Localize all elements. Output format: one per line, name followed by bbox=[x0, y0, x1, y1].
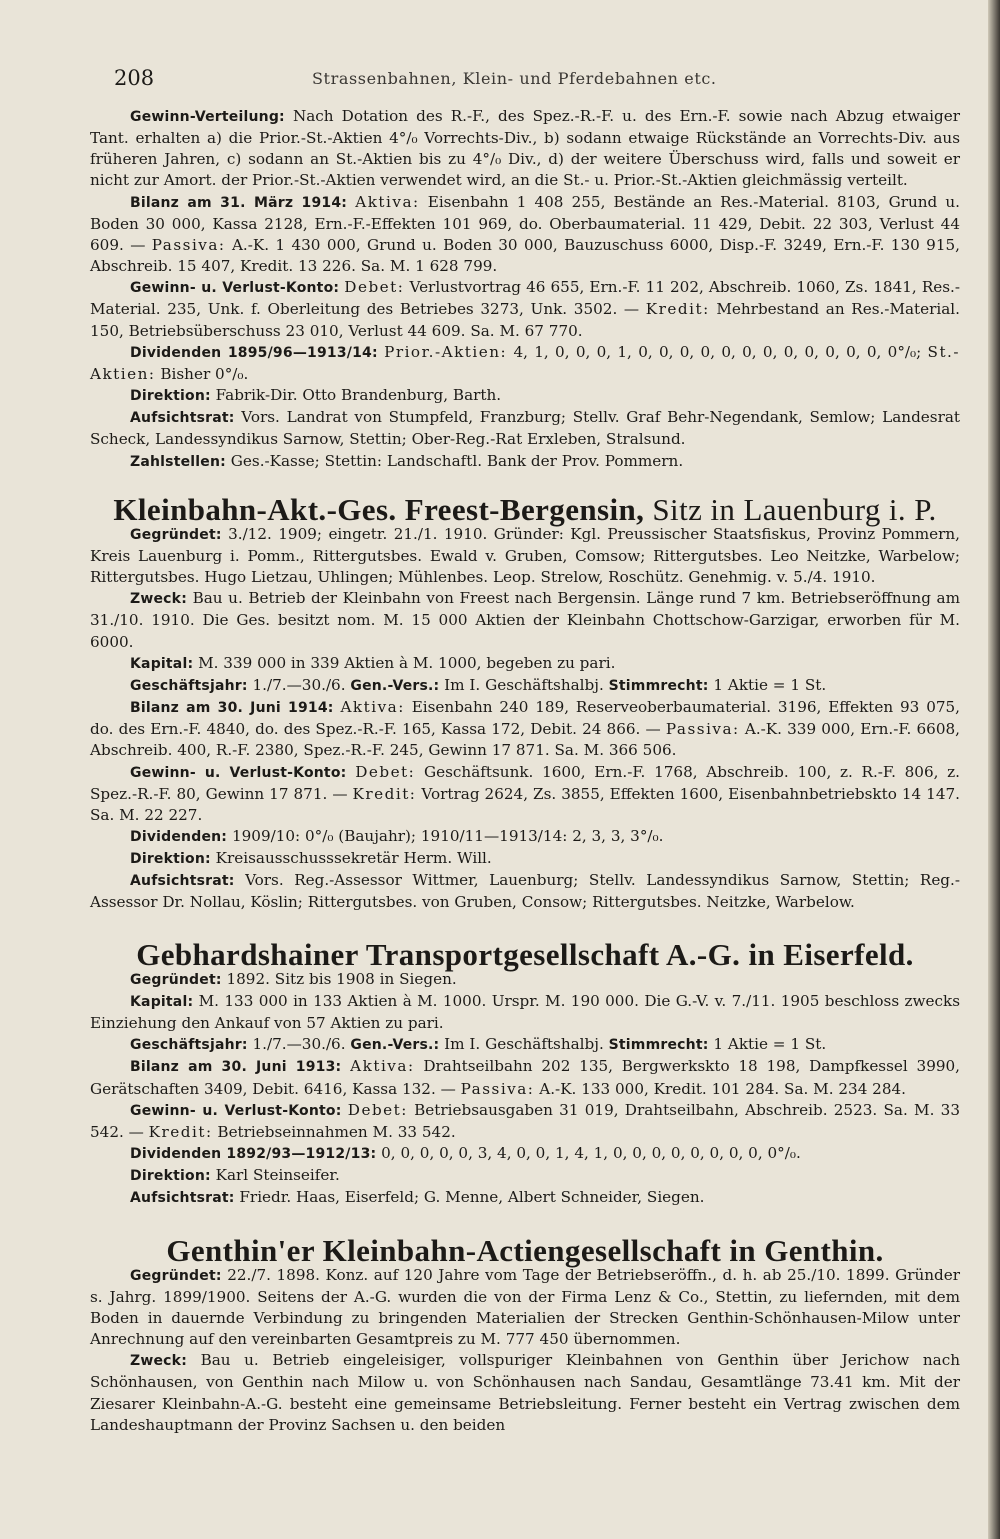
paragraph-kapital: Kapital: M. 339 000 in 339 Aktien à M. 1000, begeben zu pari. bbox=[130, 653, 616, 672]
paragraph-aufsichtsrat: Aufsichtsrat: Vors. Landrat von Stumpfeld, Franzburg; Stellv. Graf Behr-Negendank, Semlow; Landesrat Scheck, Landessyndikus Sarnow, Stettin; Ober-Reg.-Rat Erxleben, Stralsund. bbox=[90, 408, 960, 449]
document-body bbox=[90, 106, 960, 1436]
paragraph-zweck: Zweck: Bau u. Betrieb eingeleisiger, vollspuriger Kleinbahnen von Genthin über Jerichow nach Schönhausen, von Genthin nach Milow u. von Schönhausen nach Sandau, Gesamtlänge 73.41 km. Mit der Ziesarer Kleinbahn-A.-G. besteht eine gemeinsame Betriebsleitung. Ferner besteht ein Vertrag zwischen dem Landeshauptmann der Provinz Sachsen u. den beiden bbox=[90, 1351, 960, 1434]
paragraph-gegruendet: Gegründet: 1892. Sitz bis 1908 in Siegen. bbox=[130, 969, 457, 988]
paragraph-zahlstellen: Zahlstellen: Ges.-Kasse; Stettin: Landschaftl. Bank der Prov. Pommern. bbox=[130, 451, 684, 470]
paragraph-bilanz: Bilanz am 31. März 1914: Aktiva: Eisenbahn 1 408 255, Bestände an Res.-Material. 8103, Grund u. Boden 30 000, Kassa 2128, Ern.-F.-Effekten 101 969, do. Oberbaumaterial. 11 429, Debit. 22 303, Verlust 44 609. — Passiva: A.-K. 1 430 000, Grund u. Boden 30 000, Bauzuschuss 6000, Disp.-F. 3249, Ern.-F. 130 915, Abschreib. 15 407, Kredit. 13 226. Sa. M. 1 628 799. bbox=[90, 192, 961, 276]
paragraph-direktion: Direktion: Kreisausschusssekretär Herm. Will. bbox=[130, 849, 492, 868]
paragraph-direktion: Direktion: Karl Steinseifer. bbox=[130, 1166, 340, 1185]
section-title-kleinbahn-freest-bergensin: Kleinbahn-Akt.-Ges. Freest-Bergensin, Sitz in Lauenburg i. P. bbox=[113, 491, 937, 527]
paragraph-kapital: Kapital: M. 133 000 in 133 Aktien à M. 1000. Urspr. M. 190 000. Die G.-V. v. 7./11. 1905 beschloss zwecks Einziehung den Ankauf von 57 Aktien zu pari. bbox=[90, 991, 960, 1033]
paragraph-dividenden: Dividenden 1895/96—1913/14: Prior.-Aktien: 4, 1, 0, 0, 0, 1, 0, 0, 0, 0, 0, 0, 0, 0, 0, 0, 0, 0, 0°/₀; St.-Aktien: Bisher 0°/₀. bbox=[90, 342, 961, 383]
paragraph-gewinn-verteilung: Gewinn-Verteilung: Nach Dotation des R.-F., des Spez.-R.-F. u. des Ern.-F. sowie nach Abzug etwaiger Tant. erhalten a) die Prior.-St.-Aktien 4°/₀ Vorrechts-Div., b) sodann etwaige Rückstände an Vorrechts-Div. aus früheren Jahren, c) sodann an St.-Aktien bis zu 4°/₀ Div., d) der weitere Überschuss wird, falls und soweit er nicht zur Amort. der Prior.-St.-Aktien verwendet wird, an die St.- u. Prior.-St.-Aktien gleichmässig verteilt. bbox=[90, 107, 960, 190]
paragraph-dividenden: Dividenden 1892/93—1912/13: 0, 0, 0, 0, 0, 3, 4, 0, 0, 1, 4, 1, 0, 0, 0, 0, 0, 0, 0, 0, 0°/₀. bbox=[130, 1144, 801, 1163]
paragraph-gewinn-verlust-konto: Gewinn- u. Verlust-Konto: Debet: Verlustvortrag 46 655, Ern.-F. 11 202, Abschreib. 1060, Zs. 1841, Res.-Material. 235, Unk. f. Oberleitung des Betriebes 3273, Unk. 3502. — Kredit: Mehrbestand an Res.-Material. 150, Betriebsüberschuss 23 010, Verlust 44 609. Sa. M. 67 770. bbox=[90, 278, 961, 340]
paragraph-gewinn-verlust-konto: Gewinn- u. Verlust-Konto: Debet: Geschäftsunk. 1600, Ern.-F. 1768, Abschreib. 100, z. R.-F. 806, z. Spez.-R.-F. 80, Gewinn 17 871. — Kredit: Vortrag 2624, Zs. 3855, Effekten 1600, Eisenbahnbetriebskto 14 147. Sa. M. 22 227. bbox=[90, 762, 961, 824]
paragraph-zweck: Zweck: Bau u. Betrieb der Kleinbahn von Freest nach Bergensin. Länge rund 7 km. Betriebseröffnung am 31./10. 1910. Die Ges. besitzt nom. M. 15 000 Aktien der Kleinbahn Chottschow-Garzigar, erworben für M. 6000. bbox=[90, 589, 960, 651]
section-title-genthiner-kleinbahn: Genthin'er Kleinbahn-Actiengesellschaft in Genthin. bbox=[166, 1232, 884, 1268]
page-edge-shadow bbox=[988, 0, 1000, 1539]
paragraph-bilanz: Bilanz am 30. Juni 1914: Aktiva: Eisenbahn 240 189, Reserveoberbaumaterial. 3196, Effekten 93 075, do. des Ern.-F. 4840, do. des Spez.-R.-F. 165, Kassa 172, Debit. 24 866. — Passiva: A.-K. 339 000, Ern.-F. 6608, Abschreib. 400, R.-F. 2380, Spez.-R.-F. 245, Gewinn 17 871. Sa. M. 366 506. bbox=[90, 698, 961, 760]
running-head: Strassenbahnen, Klein- und Pferdebahnen etc. bbox=[312, 69, 717, 88]
paragraph-bilanz: Bilanz am 30. Juni 1913: Aktiva: Drahtseilbahn 202 135, Bergwerkskto 18 198, Dampfkessel 3990, Gerätschaften 3409, Debit. 6416, Kassa 132. — Passiva: A.-K. 133 000, Kredit. 101 284. Sa. M. 234 284. bbox=[90, 1057, 961, 1098]
paragraph-geschaeftsjahr: Geschäftsjahr: 1./7.—30./6. Gen.-Vers.: Im I. Geschäftshalbj. Stimmrecht: 1 Aktie = 1 St. bbox=[130, 1035, 827, 1054]
paragraph-gewinn-verlust-konto: Gewinn- u. Verlust-Konto: Debet: Betriebsausgaben 31 019, Drahtseilbahn, Abschreib. 2523. Sa. M. 33 542. — Kredit: Betriebseinnahmen M. 33 542. bbox=[90, 1100, 960, 1141]
paragraph-gegruendet: Gegründet: 3./12. 1909; eingetr. 21./1. 1910. Gründer: Kgl. Preussischer Staatsfiskus, Provinz Pommern, Kreis Lauenburg i. Pomm., Rittergutsbes. Ewald v. Gruben, Comsow; Rittergutsbes. Leo Neitzke, Warbelow; Rittergutsbes. Hugo Lietzau, Uhlingen; Mühlenbes. Leop. Strelow, Roschütz. Genehmig. v. 5./4. 1910. bbox=[90, 524, 960, 587]
section-title-gebhardshainer: Gebhardshainer Transportgesellschaft A.-G. in Eiserfeld. bbox=[136, 936, 914, 972]
paragraph-gegruendet: Gegründet: 22./7. 1898. Konz. auf 120 Jahre vom Tage der Betriebseröffn., d. h. ab 25./10. 1899. Gründer s. Jahrg. 1899/1900. Seitens der A.-G. wurden die von der Firma Lenz & Co., Stettin, zu liefernden, mit dem Boden in dauernde Verbindung zu bringenden Materialien der Strecken Genthin-Schönhausen-Milow unter Anrechnung auf den vereinbarten Gesamtpreis zu M. 777 450 übernommen. bbox=[90, 1265, 960, 1349]
paragraph-dividenden: Dividenden: 1909/10: 0°/₀ (Baujahr); 1910/11—1913/14: 2, 3, 3, 3°/₀. bbox=[130, 827, 664, 845]
paragraph-geschaeftsjahr: Geschäftsjahr: 1./7.—30./6. Gen.-Vers.: Im I. Geschäftshalbj. Stimmrecht: 1 Aktie = 1 St. bbox=[130, 675, 827, 694]
page-header bbox=[90, 66, 960, 106]
paragraph-aufsichtsrat: Aufsichtsrat: Friedr. Haas, Eiserfeld; G. Menne, Albert Schneider, Siegen. bbox=[130, 1188, 705, 1207]
paragraph-aufsichtsrat: Aufsichtsrat: Vors. Reg.-Assessor Wittmer, Lauenburg; Stellv. Landessyndikus Sarnow, Stettin; Reg.-Assessor Dr. Nollau, Köslin; Rittergutsbes. von Gruben, Consow; Rittergutsbes. Neitzke, Warbelow. bbox=[90, 871, 960, 912]
page-number: 208 bbox=[114, 66, 155, 90]
paragraph-direktion: Direktion: Fabrik-Dir. Otto Brandenburg, Barth. bbox=[130, 386, 502, 405]
